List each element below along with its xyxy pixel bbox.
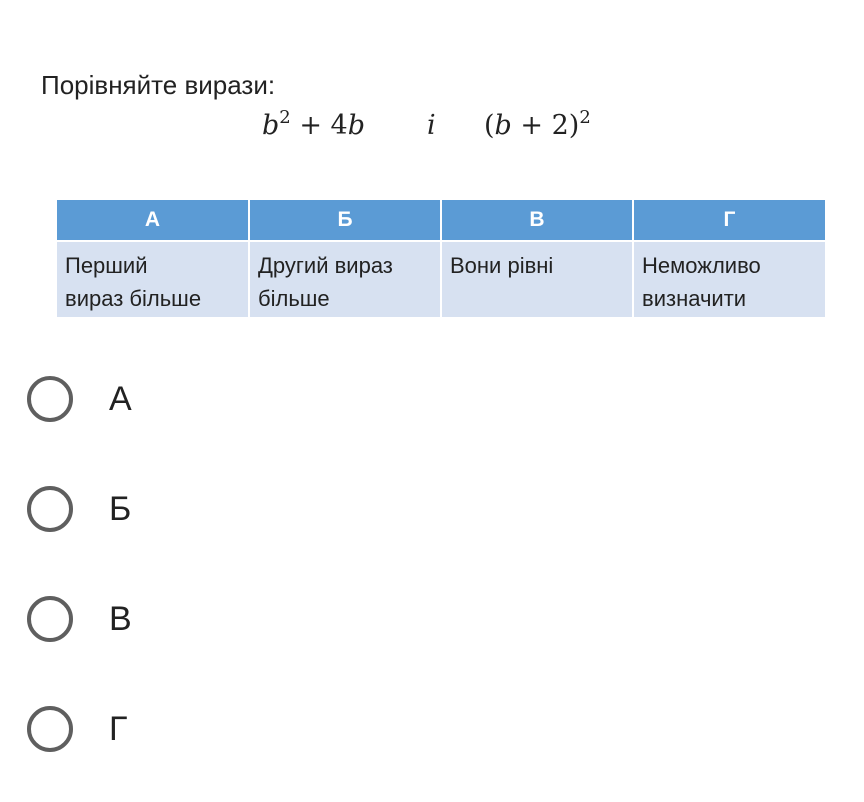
expr-right-open: ( <box>484 110 495 141</box>
radio-button-a[interactable] <box>27 376 73 422</box>
expression-conjunction <box>427 110 436 141</box>
table-cell-v <box>441 241 633 317</box>
radio-button-g[interactable] <box>27 706 73 752</box>
expr-left-exponent: 2 <box>279 107 291 128</box>
option-v[interactable] <box>27 589 427 649</box>
table-cell-line: Перший <box>65 253 148 278</box>
table-cell-g <box>633 241 825 317</box>
expression-left <box>262 107 366 141</box>
radio-button-v[interactable] <box>27 596 73 642</box>
question-title: Порівняйте вирази: <box>41 70 276 100</box>
conjunction-text: і <box>427 110 436 141</box>
option-g[interactable] <box>27 699 427 759</box>
option-b[interactable] <box>27 479 427 539</box>
table-cell-line: визначити <box>642 286 747 311</box>
table-row <box>57 241 825 317</box>
expr-left-rest: + 4 <box>290 110 348 141</box>
option-label-g: Г <box>109 709 128 748</box>
table-cell-line: більше <box>258 286 330 311</box>
expr-right-exponent: 2 <box>579 107 591 128</box>
table-cell-line: вираз більше <box>65 286 202 311</box>
table-cell-line: Неможливо <box>642 253 761 278</box>
option-label-a: А <box>109 379 132 418</box>
expression-right <box>484 107 591 141</box>
option-label-v: В <box>109 599 132 638</box>
expr-right-rest: + 2) <box>511 110 580 141</box>
table-cell-a <box>57 241 249 317</box>
table-cell-line: Вони рівні <box>450 253 554 278</box>
table-header-row <box>57 200 825 241</box>
answer-table <box>57 200 825 317</box>
table-cell-line: Другий вираз <box>258 253 393 278</box>
table-header-v: В <box>441 200 633 241</box>
table-cell-b <box>249 241 441 317</box>
expr-right-var: b <box>494 110 512 141</box>
question-image <box>0 0 864 340</box>
option-a[interactable] <box>27 369 427 429</box>
table-header-a: А <box>57 200 249 241</box>
table-header-g: Г <box>633 200 825 241</box>
radio-button-b[interactable] <box>27 486 73 532</box>
option-label-b: Б <box>109 489 132 528</box>
table-header-b: Б <box>249 200 441 241</box>
expr-left-var: b <box>347 110 366 141</box>
expr-left-base: b <box>262 110 280 141</box>
